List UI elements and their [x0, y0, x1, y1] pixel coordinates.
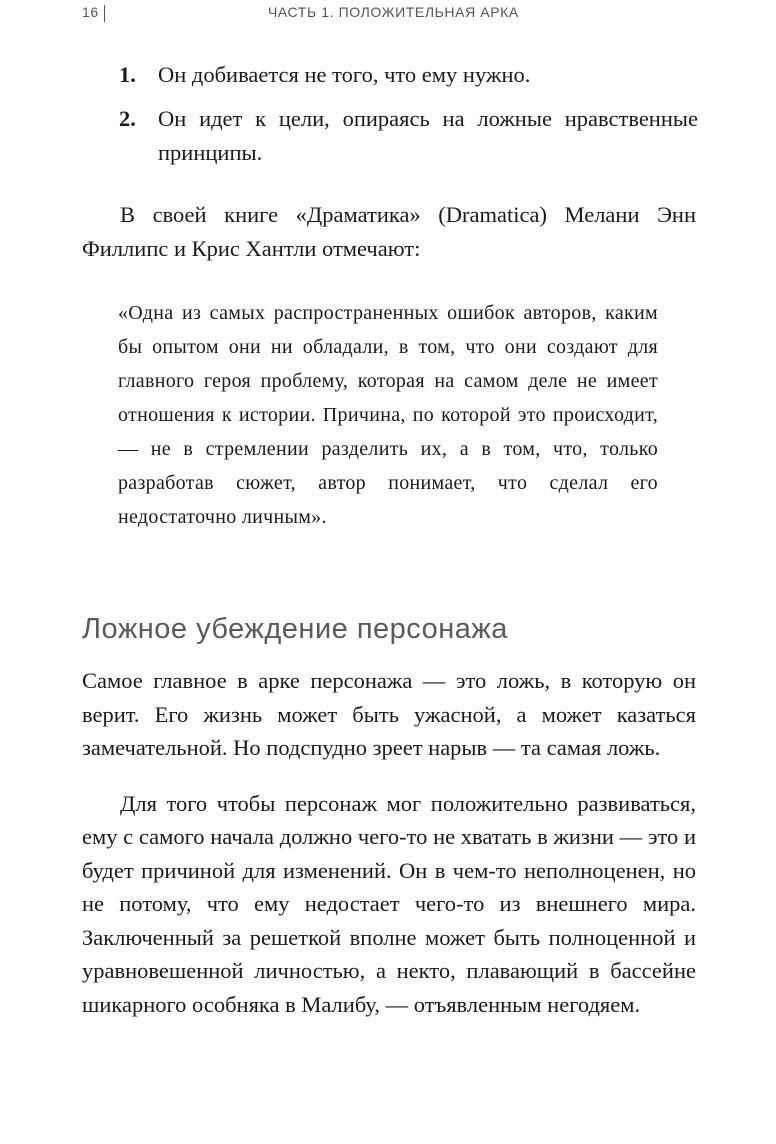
body-paragraph: Для того чтобы персонаж мог положительно развиваться, ему с самого начала должно чего-то не хватать в жизни — это и будет причиной для изменений. Он в чем-то неполноценен, но не потому, что ему недостает чего-то из внешнего мира. Заключенный за решеткой вполне может быть полноценной и уравновешенной личностью, а некто, плавающий в бассейне шикарного особняка в Малибу, — отъявленным негодяем. — [82, 790, 696, 1017]
list-item-text: Он добивается не того, что ему нужно. — [158, 62, 531, 87]
block-quote: «Одна из самых распространенных ошибок авторов, каким бы опытом они ни обладали, в том, что они создают для главного героя проблему, которая на самом деле не имеет отношения к истории. Причина, по которой это происходит, — не в стремлении разделить их, а в том, что, только разработав сюжет, автор понимает, что сделал его недостаточно личным». — [118, 302, 658, 528]
running-title: ЧАСТЬ 1. ПОЛОЖИТЕЛЬНАЯ АРКА — [268, 4, 519, 20]
page-number: 16 — [82, 4, 99, 20]
running-header — [0, 4, 776, 24]
list-item-text: Он идет к цели, опираясь на ложные нравственные принципы. — [158, 106, 698, 165]
list-item-number: 1. — [119, 62, 136, 87]
numbered-list — [82, 58, 698, 180]
section-heading: Ложное убеждение персонажа — [82, 613, 508, 645]
list-item-number: 2. — [119, 106, 136, 131]
list-item — [82, 58, 698, 92]
body-paragraph: Самое главное в арке персонажа — это ложь, в которую он верит. Его жизнь может быть ужасной, а может казаться замечательной. Но подспудно зреет нарыв — та самая ложь. — [82, 668, 696, 760]
section-body — [82, 664, 696, 1021]
header-divider — [104, 5, 105, 22]
intro-paragraph: В своей книге «Драматика» (Dramatica) Мелани Энн Филлипс и Крис Хантли отмечают: — [82, 202, 696, 261]
list-item — [82, 102, 698, 170]
